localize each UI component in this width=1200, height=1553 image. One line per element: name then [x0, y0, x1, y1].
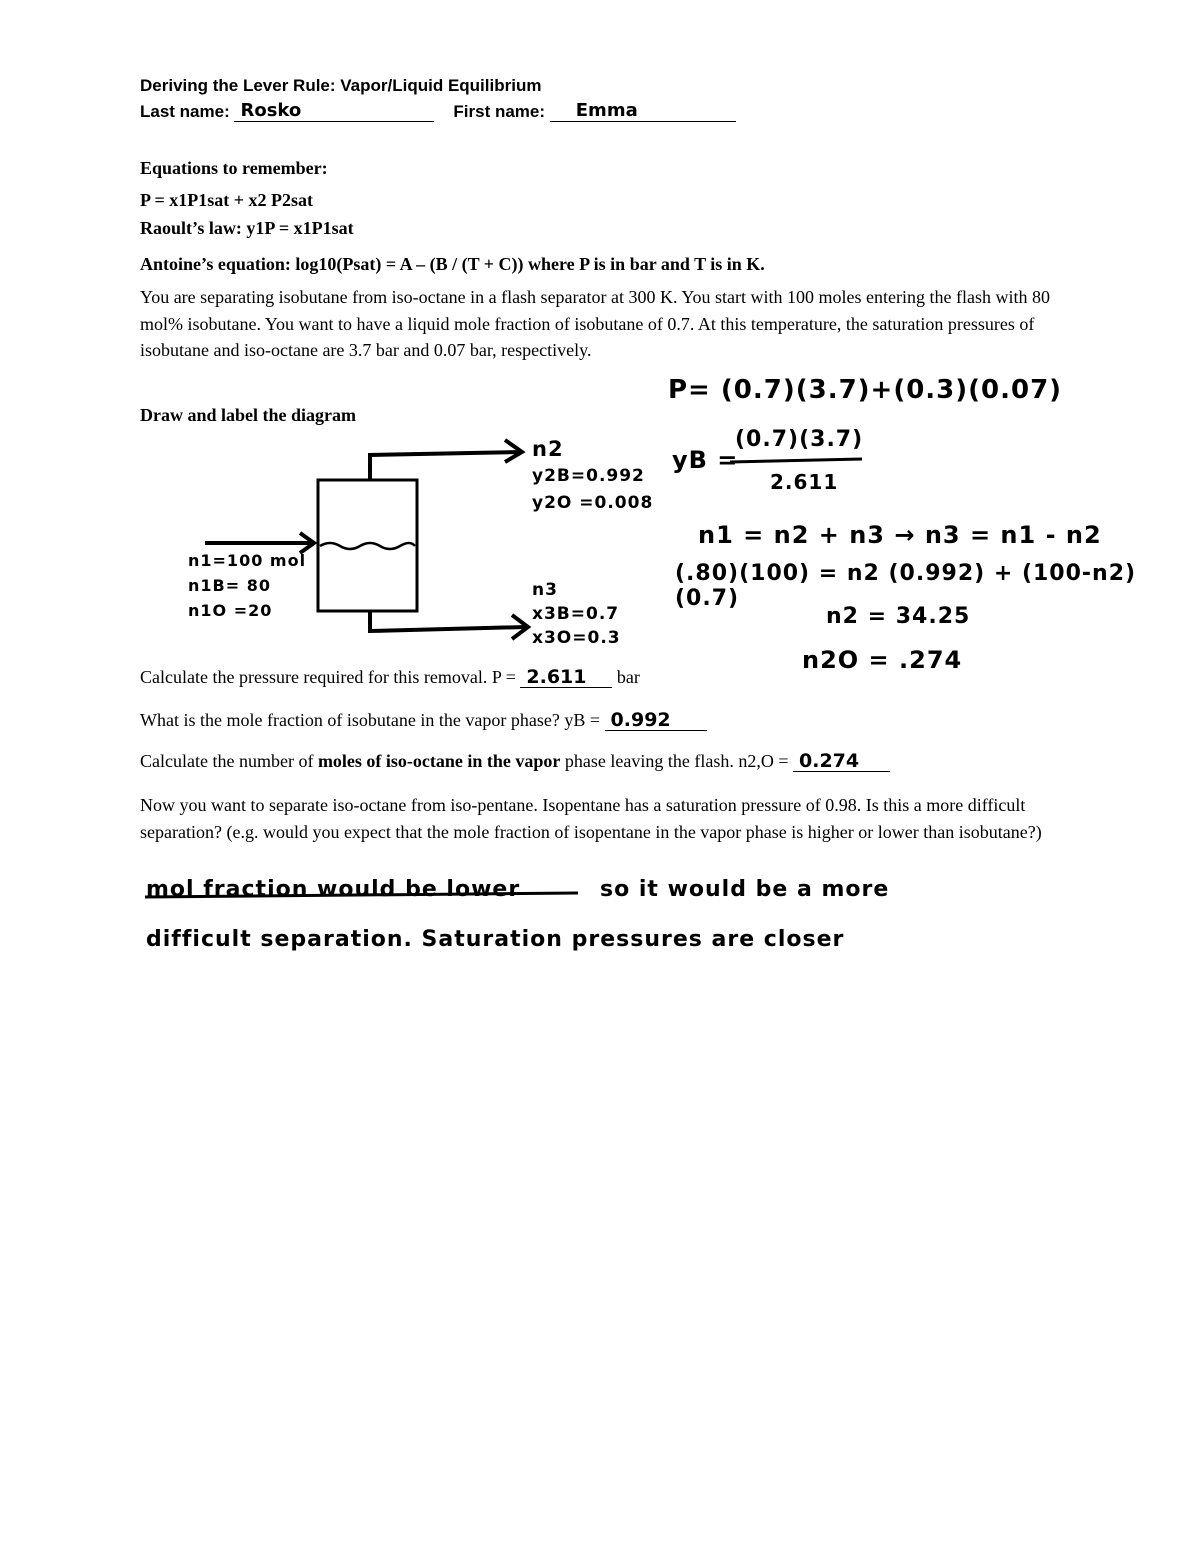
work-isobutane-balance: (.80)(100) = n2 (0.992) + (100-n2)(0.7): [675, 561, 1137, 611]
liquid-stream: [370, 611, 525, 631]
equations-heading: Equations to remember:: [140, 158, 328, 178]
last-name-value: Rosko: [240, 100, 302, 121]
liquid-x3b: x3B=0.7: [532, 604, 620, 624]
work-n2o: n2O = .274: [802, 646, 963, 674]
vapor-n2: n2: [532, 437, 564, 461]
liquid-labels: [532, 578, 621, 650]
equation-raoult: Raoult’s law: y1P = x1P1sat: [140, 218, 354, 238]
part2-question: Now you want to separate iso-octane from iso-pentane. Isopentane has a saturation pressure of 0.98. Is this a more difficult separation? (e.g. would you expect that the mole fraction of isopentane in the vapor phase is higher or lower than isobutane?): [140, 795, 1042, 842]
liquid-level: [320, 543, 415, 549]
work-yb-denominator: 2.611: [770, 470, 839, 494]
vapor-y2o: y2O =0.008: [532, 493, 654, 513]
work-yb-numerator: (0.7)(3.7): [735, 427, 864, 452]
diagram-instruction: Draw and label the diagram: [140, 405, 356, 425]
liquid-x3o: x3O=0.3: [532, 628, 621, 648]
question-pressure: Calculate the pressure required for this removal. P = 2.611 bar: [140, 666, 640, 688]
part2-answer-line2: difficult separation. Saturation pressures are closer: [146, 927, 845, 952]
part2-answer-line1: so it would be a more: [600, 877, 890, 902]
work-mass-balance: n1 = n2 + n3 → n3 = n1 - n2: [698, 521, 1102, 549]
work-pressure: P= (0.7)(3.7)+(0.3)(0.07): [668, 375, 1063, 405]
answer-pressure[interactable]: 2.611: [520, 667, 612, 688]
question-moles-isooctane: Calculate the number of moles of iso-octane in the vapor phase leaving the flash. n2,O = 0.274: [140, 751, 890, 772]
first-name-label: First name:: [453, 102, 546, 121]
answer-yb[interactable]: 0.992: [605, 710, 707, 731]
page-title: Deriving the Lever Rule: Vapor/Liquid Equilibrium: [140, 76, 542, 95]
feed-n1o: n1O =20: [188, 601, 273, 620]
work-yb-label: yB =: [672, 446, 739, 474]
liquid-n3: n3: [532, 580, 558, 600]
feed-n1b: n1B= 80: [188, 576, 271, 595]
feed-n1: n1=100 mol: [188, 551, 307, 570]
work-n2: n2 = 34.25: [826, 604, 971, 629]
last-name-label: Last name:: [140, 102, 230, 121]
equation-pressure: P = x1P1sat + x2 P2sat: [140, 190, 314, 210]
vapor-y2b: y2B=0.992: [532, 466, 645, 486]
first-name-value: Emma: [575, 100, 638, 121]
question-yb: What is the mole fraction of isobutane in the vapor phase? yB = 0.992: [140, 710, 707, 731]
vapor-labels: [532, 436, 653, 517]
vapor-stream: [370, 452, 520, 480]
part2-answer-struck: mol fraction would be lower: [146, 877, 521, 902]
problem-statement: You are separating isobutane from iso-octane in a flash separator at 300 K. You start with 100 moles entering the flash with 80 mol% isobutane. You want to have a liquid mole fraction of isobutane of 0.7. At this temperature, the saturation pressures of isobutane and iso-octane are 3.7 bar and 0.07 bar, respectively.: [140, 287, 1050, 360]
feed-labels: [188, 548, 306, 623]
answer-moles-isooctane[interactable]: 0.274: [793, 751, 890, 772]
equation-antoine: Antoine’s equation: log10(Psat) = A – (B / (T + C)) where P is in bar and T is in K.: [140, 254, 765, 274]
